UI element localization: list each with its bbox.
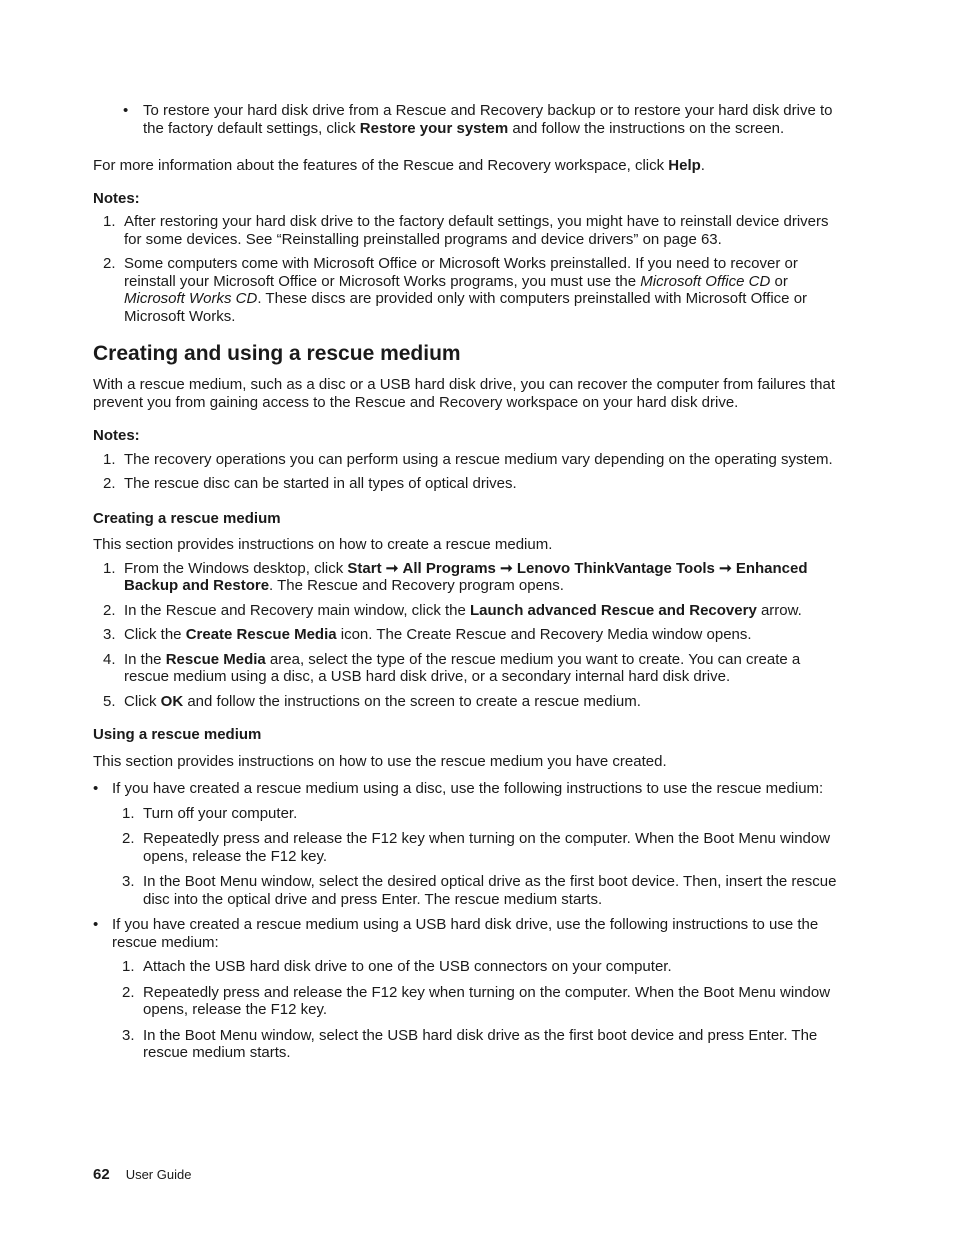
step-item: 2. Repeatedly press and release the F12 key when turning on the computer. When the Boot Menu window opens, release the F12 key. (122, 830, 831, 865)
arrow-icon: ➞ (500, 559, 513, 577)
step-item: 3. In the Boot Menu window, select the desired optical drive as the first boot device. Then, insert the rescue disc into the optical drive and press Enter. The rescue medium starts. (122, 873, 837, 908)
use-intro: This section provides instructions on how to use the rescue medium you have created. (93, 752, 667, 770)
step-item: 1. From the Windows desktop, click Start ➞ All Programs ➞ Lenovo ThinkVantage Tools ➞ Enhanced Backup and Restore. The Rescue and Recovery program opens. (103, 559, 808, 594)
arrow-icon: ➞ (719, 559, 732, 577)
arrow-icon: ➞ (385, 559, 399, 577)
step-item: 5. Click OK and follow the instructions on the screen to create a rescue medium. (103, 692, 641, 710)
document-body (93, 102, 845, 1070)
usb-bullet: • If you have created a rescue medium using a USB hard disk drive, use the following instructions to use the rescue medium: 1. Attach the USB hard disk drive to one of the USB connectors on your computer. 2. Repeatedly press and release the F12 key when turning on the computer. When the Boot Menu window opens, release the F12 key. 3. In the Boot Menu window, select the USB hard disk drive as the first boot device and press Enter. The rescue medium starts. (93, 916, 845, 1062)
create-intro: This section provides instructions on how to create a rescue medium. (93, 536, 553, 553)
page-number: 62 (93, 1166, 110, 1183)
step-item: 3. Click the Create Rescue Media icon. The Create Rescue and Recovery Media window opens. (103, 626, 752, 643)
footer-label: User Guide (125, 1167, 192, 1182)
notes-heading-2: Notes: (93, 427, 140, 444)
step-item: 2. Repeatedly press and release the F12 key when turning on the computer. When the Boot Menu window opens, release the F12 key. (122, 983, 831, 1018)
step-item: 4. In the Rescue Media area, select the type of the rescue medium you want to create. You can create a rescue medium using a disc, a USB hard disk drive, or a secondary internal hard disk drive. (103, 650, 801, 685)
notes-list-2 (93, 451, 845, 493)
restore-bullet: • To restore your hard disk drive from a Rescue and Recovery backup or to restore your hard disk drive to the factory default settings, click Restore your system and follow the instructions on the screen. (123, 102, 833, 137)
section-title: Creating and using a rescue medium (93, 342, 461, 365)
disc-bullet: • If you have created a rescue medium using a disc, use the following instructions to use the rescue medium: 1. Turn off your computer. 2. Repeatedly press and release the F12 key when turning on the computer. When the Boot Menu window opens, release the F12 key. 3. In the Boot Menu window, select the desired optical drive as the first boot device. Then, insert the rescue disc into the optical drive and press Enter. The rescue medium starts. (93, 780, 845, 908)
restore-your-system-term: Restore your system (359, 119, 509, 137)
note-item: 2. Some computers come with Microsoft Office or Microsoft Works preinstalled. If you need to recover or reinstall your Microsoft Office or Microsoft Works programs, you must use the Microsoft Office CD or Microsoft Works CD. These discs are provided only with computers preinstalled with Microsoft Office or Microsoft Works. (103, 255, 808, 325)
notes-list-1 (93, 213, 845, 325)
help-term: Help (668, 157, 701, 174)
step-item: 2. In the Rescue and Recovery main window, click the Launch advanced Rescue and Recovery arrow. (103, 601, 802, 619)
note-item: 1. The recovery operations you can perform using a rescue medium vary depending on the operating system. (103, 450, 833, 468)
step-item: 1. Turn off your computer. (122, 804, 298, 822)
create-heading: Creating a rescue medium (93, 509, 281, 527)
page-footer (93, 1166, 191, 1183)
use-heading: Using a rescue medium (93, 726, 262, 743)
note-item: 1. After restoring your hard disk drive to the factory default settings, you might have to reinstall device drivers for some devices. See “Reinstalling preinstalled programs and device drivers” on page 63. (103, 213, 829, 248)
use-bullets (93, 780, 845, 1062)
disc-steps (112, 805, 845, 909)
note-item: 2. The rescue disc can be started in all types of optical drives. (103, 475, 517, 492)
step-item: 1. Attach the USB hard disk drive to one of the USB connectors on your computer. (122, 958, 672, 975)
notes-heading-1: Notes: (93, 189, 140, 207)
info-paragraph: For more information about the features of the Rescue and Recovery workspace, click Help. (93, 157, 705, 174)
usb-steps (112, 958, 845, 1062)
section-intro: With a rescue medium, such as a disc or a USB hard disk drive, you can recover the computer from failures that prevent you from gaining access to the Rescue and Recovery workspace on your hard disk drive. (93, 376, 835, 411)
step-item: 3. In the Boot Menu window, select the USB hard disk drive as the first boot device and press Enter. The rescue medium starts. (122, 1026, 818, 1061)
create-steps (93, 560, 845, 711)
